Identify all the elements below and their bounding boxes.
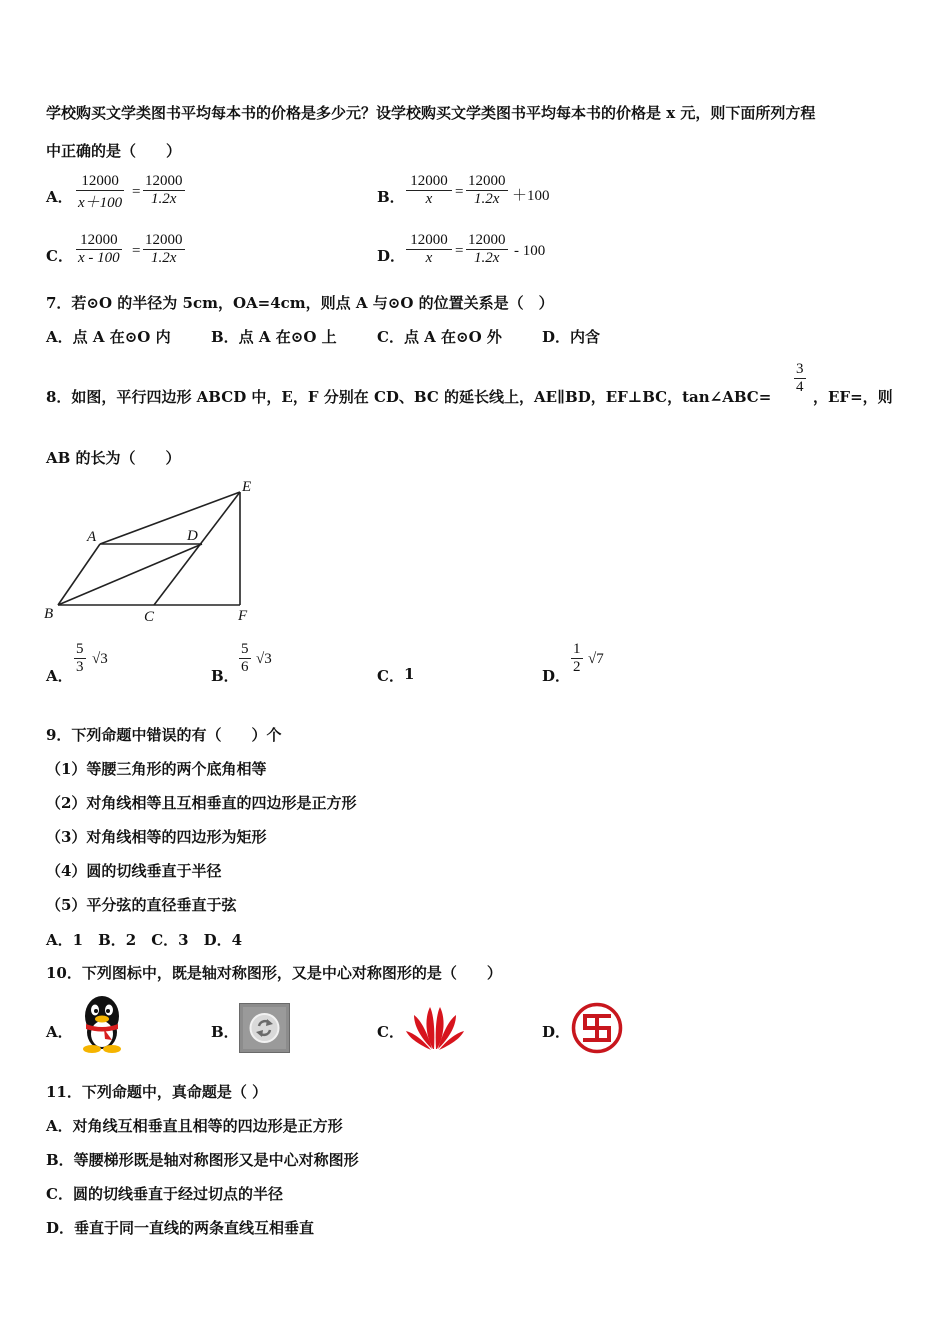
q9-item: （4）圆的切线垂直于半径: [46, 862, 222, 880]
q11-option-a[interactable]: A．对角线互相垂直且相等的四边形是正方形: [46, 1117, 343, 1135]
fraction: $\frac{5}{6}$: [241, 641, 249, 675]
parallelogram-figure: [40, 472, 270, 632]
option-label: D．: [542, 1023, 571, 1041]
option-label: B．: [377, 188, 405, 206]
option-label: B．: [211, 1023, 239, 1041]
q7-option-d[interactable]: D．内含: [542, 328, 601, 346]
q7-option-a[interactable]: A．点 A 在⊙O 内: [46, 328, 171, 346]
fraction: $\frac{12000}{x - 100}$: [78, 232, 120, 266]
q11-option-c[interactable]: C．圆的切线垂直于经过切点的半径: [46, 1185, 283, 1203]
fraction: $\frac{12000}{1.2x}$: [468, 232, 506, 266]
q6-stem-line1: 学校购买文学类图书平均每本书的价格是多少元？设学校购买文学类图书平均每本书的价格是 x 元，则下面所列方程: [46, 104, 816, 122]
q9-item: （3）对角线相等的四边形为矩形: [46, 828, 267, 846]
tan-fraction: $\frac{3}{4}$: [796, 361, 804, 395]
q6-stem-line2: 中正确的是（ ）: [46, 142, 182, 160]
fraction: $\frac{12000}{1.2x}$: [145, 232, 183, 266]
q11-stem: 11．下列命题中，真命题是（ ）: [46, 1083, 268, 1101]
penguin-icon: [74, 992, 130, 1054]
fraction: $\frac{1}{2}$: [573, 641, 581, 675]
equals-sign: =: [455, 243, 464, 259]
sqrt-term: √7: [588, 651, 604, 667]
option-label: C．: [377, 1023, 404, 1041]
q11-option-d[interactable]: D．垂直于同一直线的两条直线互相垂直: [46, 1219, 315, 1237]
q7-option-c[interactable]: C．点 A 在⊙O 外: [377, 328, 502, 346]
q9-item: （1）等腰三角形的两个底角相等: [46, 760, 267, 778]
option-label: D．: [377, 247, 406, 265]
segment-ce: [154, 492, 240, 605]
q7-stem: 7．若⊙O 的半径为 5cm，OA=4cm，则点 A 与⊙O 的位置关系是（ ）: [46, 294, 554, 312]
gray-square-icon: [239, 1003, 290, 1053]
fraction: $\frac{5}{3}$: [76, 641, 84, 675]
q9-options[interactable]: A．1 B．2 C．3 D．4: [46, 931, 243, 949]
petal-logo-icon: [404, 1003, 466, 1053]
label-f: F: [238, 608, 248, 624]
q8-stem: 8．如图，平行四边形 ABCD 中，E，F 分别在 CD、BC 的延长线上，AE∥BD，EF⊥BC，tan∠ABC=: [46, 388, 772, 406]
q11-option-b[interactable]: B．等腰梯形既是轴对称图形又是中心对称图形: [46, 1151, 359, 1169]
plus-term: ＋100: [512, 188, 550, 204]
q10-stem: 10．下列图标中，既是轴对称图形，又是中心对称图形的是（ ）: [46, 964, 502, 982]
q9-item: （2）对角线相等且互相垂直的四边形是正方形: [46, 794, 357, 812]
label-b: B: [44, 606, 54, 622]
bank-seal-icon: [571, 1002, 623, 1054]
option-value: 1: [404, 665, 415, 683]
q8-stem-tail: ，EF=，则: [813, 388, 893, 406]
label-c: C: [144, 609, 155, 625]
fraction: $\frac{12000}{1.2x}$: [145, 173, 183, 207]
option-label: A．: [46, 667, 73, 685]
sqrt-term: √3: [256, 651, 272, 667]
equals-sign: =: [132, 243, 141, 259]
q9-item: （5）平分弦的直径垂直于弦: [46, 896, 237, 914]
label-d: D: [187, 528, 198, 544]
q9-stem: 9．下列命题中错误的有（ ）个: [46, 726, 282, 744]
option-label: C．: [377, 667, 404, 685]
fraction: $\frac{12000}{x+100}$: [78, 173, 123, 211]
label-a: A: [87, 529, 97, 545]
q7-option-b[interactable]: B．点 A 在⊙O 上: [211, 328, 337, 346]
label-e: E: [242, 479, 252, 495]
equals-sign: =: [455, 184, 464, 200]
fraction: $\frac{12000}{1.2x}$: [468, 173, 506, 207]
sqrt-term: √3: [92, 651, 108, 667]
option-label: A．: [46, 1023, 73, 1041]
option-label: D．: [542, 667, 571, 685]
option-label: C．: [46, 247, 73, 265]
segment-ae: [100, 492, 240, 544]
q8-stem-line2: AB 的长为（ ）: [46, 449, 181, 467]
equals-sign: =: [132, 184, 141, 200]
fraction: $\frac{12000}{x}$: [406, 232, 452, 267]
option-label: A．: [46, 188, 73, 206]
minus-term: - 100: [514, 243, 546, 259]
option-label: B．: [211, 667, 239, 685]
fraction: $\frac{12000}{x}$: [406, 173, 452, 208]
